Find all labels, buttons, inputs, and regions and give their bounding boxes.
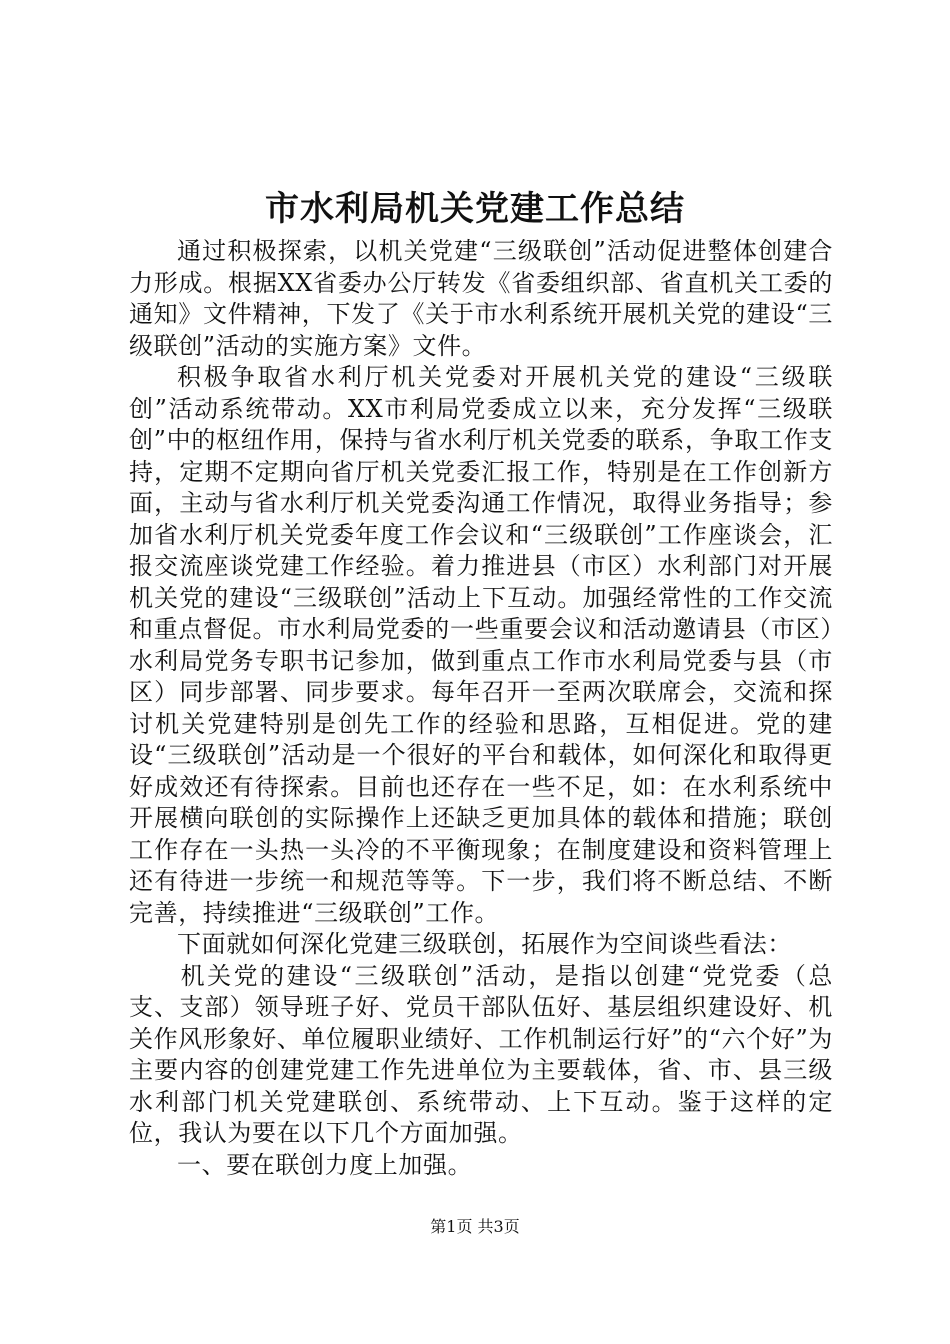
document-body xyxy=(129,236,833,1181)
page-number-footer: 第1页 共3页 xyxy=(430,1217,520,1236)
paragraph-point-one: 一、要在联创力度上加强。 xyxy=(177,1150,473,1179)
paragraph-intro: 通过积极探索，以机关党建“三级联创”活动促进整体创建合力形成。根据XX省委办公厅转发《省委组织部、省直机关工委的通知》文件精神，下发了《关于市水利系统开展机关党的建设“三级联创”活动的实施方案》文件。 xyxy=(129,237,833,360)
paragraph-definition: 机关党的建设“三级联创”活动，是指以创建“党党委（总支、支部）领导班子好、党员干部队伍好、基层组织建设好、机关作风形象好、单位履职业绩好、工作机制运行好”的“六个好”为主要内容的创建党建工作先进单位为主要载体，省、市、县三级水利部门机关党建联创、系统带动、上下互动。鉴于这样的定位，我认为要在以下几个方面加强。 xyxy=(129,961,833,1147)
paragraph-views-intro: 下面就如何深化党建三级联创，拓展作为空间谈些看法： xyxy=(177,930,792,958)
document-title: 市水利局机关党建工作总结 xyxy=(265,189,685,229)
paragraph-province-linkage: 积极争取省水利厅机关党委对开展机关党的建设“三级联创”活动系统带动。XX市利局党委成立以来，充分发挥“三级联创”中的枢纽作用，保持与省水利厅机关党委的联系，争取工作支持，定期不定期向省厅机关党委汇报工作，特别是在工作创新方面，主动与省水利厅机关党委沟通工作情况，取得业务指导；参加省水利厅机关党委年度工作会议和“三级联创”工作座谈会，汇报交流座谈党建工作经验。着力推进县（市区）水利部门对开展机关党的建设“三级联创”活动上下互动。加强经常性的工作交流和重点督促。市水利局党委的一些重要会议和活动邀请县（市区）水利局党务专职书记参加，做到重点工作市水利局党委与县（市区）同步部署、同步要求。每年召开一至两次联席会，交流和探讨机关党建特别是创先工作的经验和思路，互相促进。党的建设“三级联创”活动是一个很好的平台和载体，如何深化和取得更好成效还有待探索。目前也还存在一些不足，如：在水利系统中开展横向联创的实际操作上还缺乏更加具体的载体和措施；联创工作存在一头热一头冷的不平衡现象；在制度建设和资料管理上还有待进一步统一和规范等等。下一步，我们将不断总结、不断完善，持续推进“三级联创”工作。 xyxy=(129,363,833,927)
